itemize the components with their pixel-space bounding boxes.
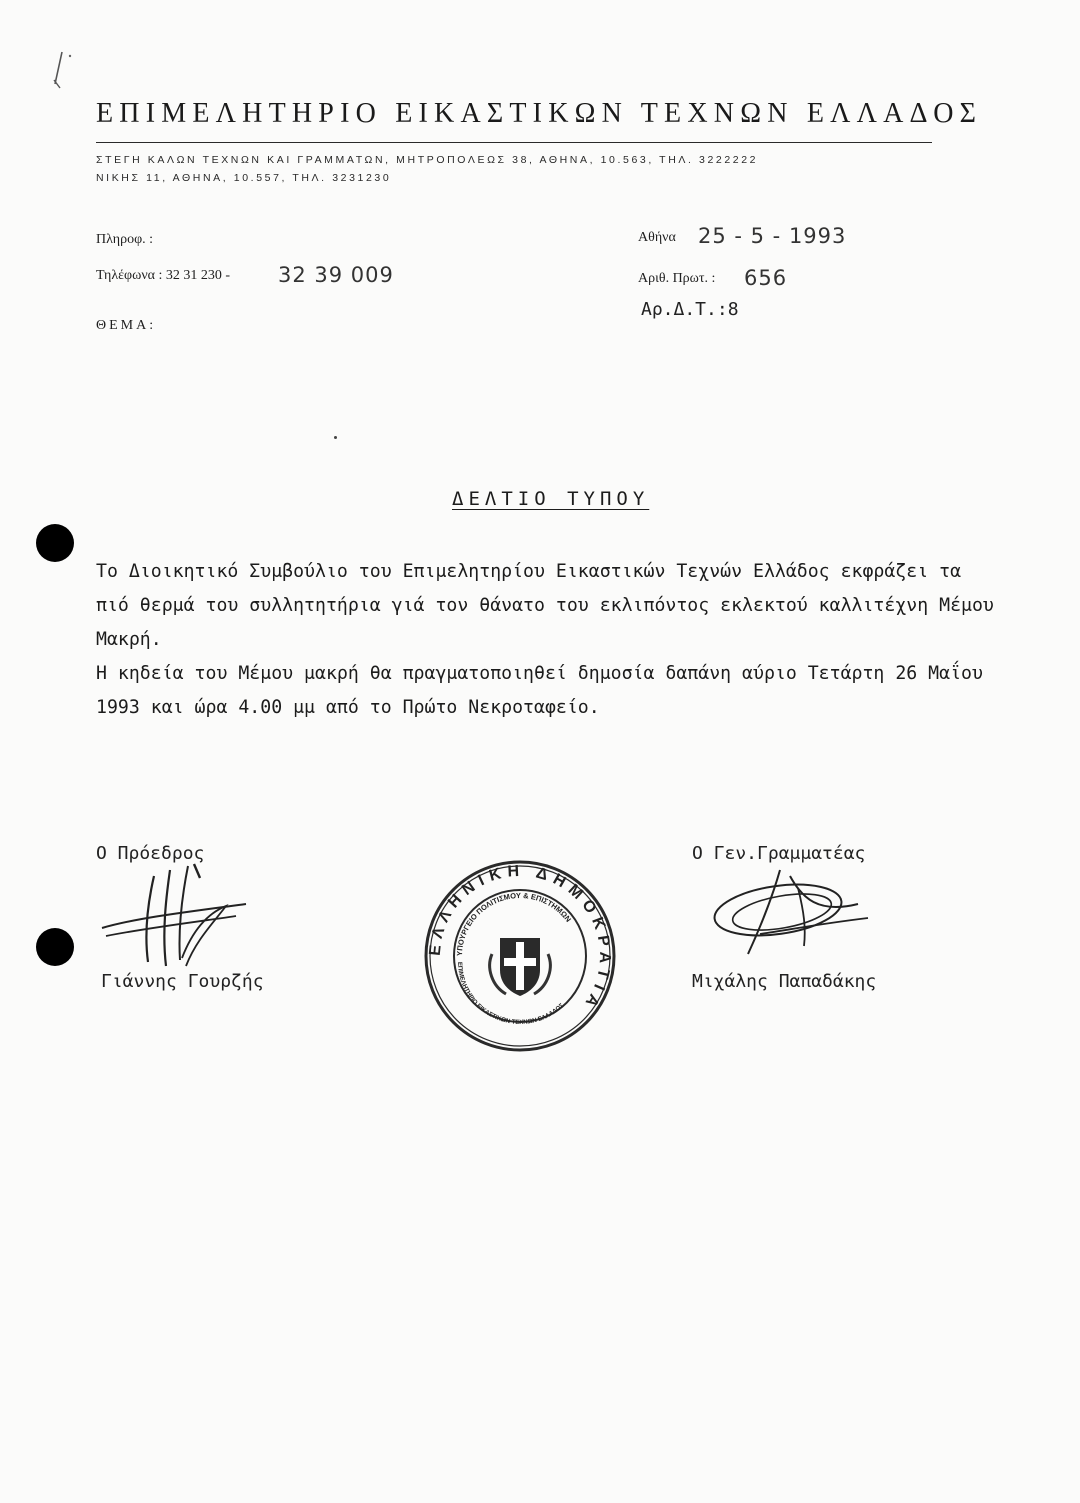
- secretary-signature: [708, 858, 878, 968]
- address-line-2: ΝΙΚΗΣ 11, ΑΘΗΝΑ, 10.557, ΤΗΛ. 3231230: [96, 172, 392, 184]
- body-line: πιό θερμά του συλλητητήρια γιά τον θάνατο του εκλιπόντος εκλεκτού καλλιτέχνη Μέμου: [96, 595, 994, 616]
- president-name: Γιάννης Γουρζής: [101, 971, 264, 992]
- phones-label: Τηλέφωνα : 32 31 230 -: [96, 268, 231, 283]
- address-line-1: ΣΤΕΓΗ ΚΑΛΩΝ ΤΕΧΝΩΝ ΚΑΙ ΓΡΑΜΜΑΤΩΝ, ΜΗΤΡΟΠΟΛΕΩΣ 38, ΑΘΗΝΑ, 10.563, ΤΗΛ. 3222222: [96, 154, 759, 166]
- speck: [334, 436, 337, 439]
- date-label: Αθήνα: [638, 230, 676, 245]
- body-line: 1993 και ώρα 4.00 μμ από το Πρώτο Νεκροταφείο.: [96, 697, 600, 718]
- coat-of-arms-icon: [490, 938, 551, 996]
- president-title: Ο Πρόεδρος: [96, 843, 205, 864]
- protocol-label: Αριθ. Πρωτ. :: [638, 271, 716, 286]
- document-title: ΔΕΛΤΙΟ ΤΥΠΟΥ: [452, 488, 650, 510]
- president-signature: [96, 862, 256, 977]
- stamp-inner-bottom-text: ΕΠΙΜΕΛΗΤΗΡΙΟ ΕΙΚΑΣΤΙΚΩΝ ΤΕΧΝΩΝ ΕΛΛΑΔΟΣ: [455, 961, 566, 1027]
- date-value: 25 - 5 - 1993: [698, 224, 847, 248]
- body-paragraph: [96, 555, 996, 725]
- header-rule: [96, 142, 932, 143]
- secretary-title: Ο Γεν.Γραμματέας: [692, 843, 866, 864]
- press-release-number: Αρ.Δ.Τ.:8: [641, 299, 739, 320]
- stamp-inner-top-text: ΥΠΟΥΡΓΕΙΟ ΠΟΛΙΤΙΣΜΟΥ & ΕΠΙΣΤΗΜΩΝ: [454, 890, 573, 957]
- subject-label: ΘΕΜΑ:: [96, 318, 157, 333]
- body-line: Η κηδεία του Μέμου μακρή θα πραγματοποιηθεί δημοσία δαπάνη αύριο Τετάρτη 26 Μαΐου: [96, 663, 983, 684]
- secretary-name: Μιχάλης Παπαδάκης: [692, 971, 877, 992]
- info-label: Πληροφ. :: [96, 232, 154, 247]
- phones-extra: 32 39 009: [278, 263, 394, 287]
- official-stamp: [422, 858, 618, 1054]
- organization-name: ΕΠΙΜΕΛΗΤΗΡΙΟ ΕΙΚΑΣΤΙΚΩΝ ΤΕΧΝΩΝ ΕΛΛΑΔΟΣ: [96, 98, 983, 129]
- punch-hole-top: [36, 524, 74, 562]
- stray-marks: [40, 44, 80, 94]
- body-line: Μακρή.: [96, 629, 162, 650]
- stamp-outer-text: ΕΛΛΗΝΙΚΗ ΔΗΜΟΚΡΑΤΙΑ: [426, 862, 614, 1015]
- punch-hole-bottom: [36, 928, 74, 966]
- protocol-value: 656: [744, 266, 788, 290]
- body-line: Το Διοικητικό Συμβούλιο του Επιμελητηρίου Εικαστικών Τεχνών Ελλάδος εκφράζει τα: [96, 561, 962, 582]
